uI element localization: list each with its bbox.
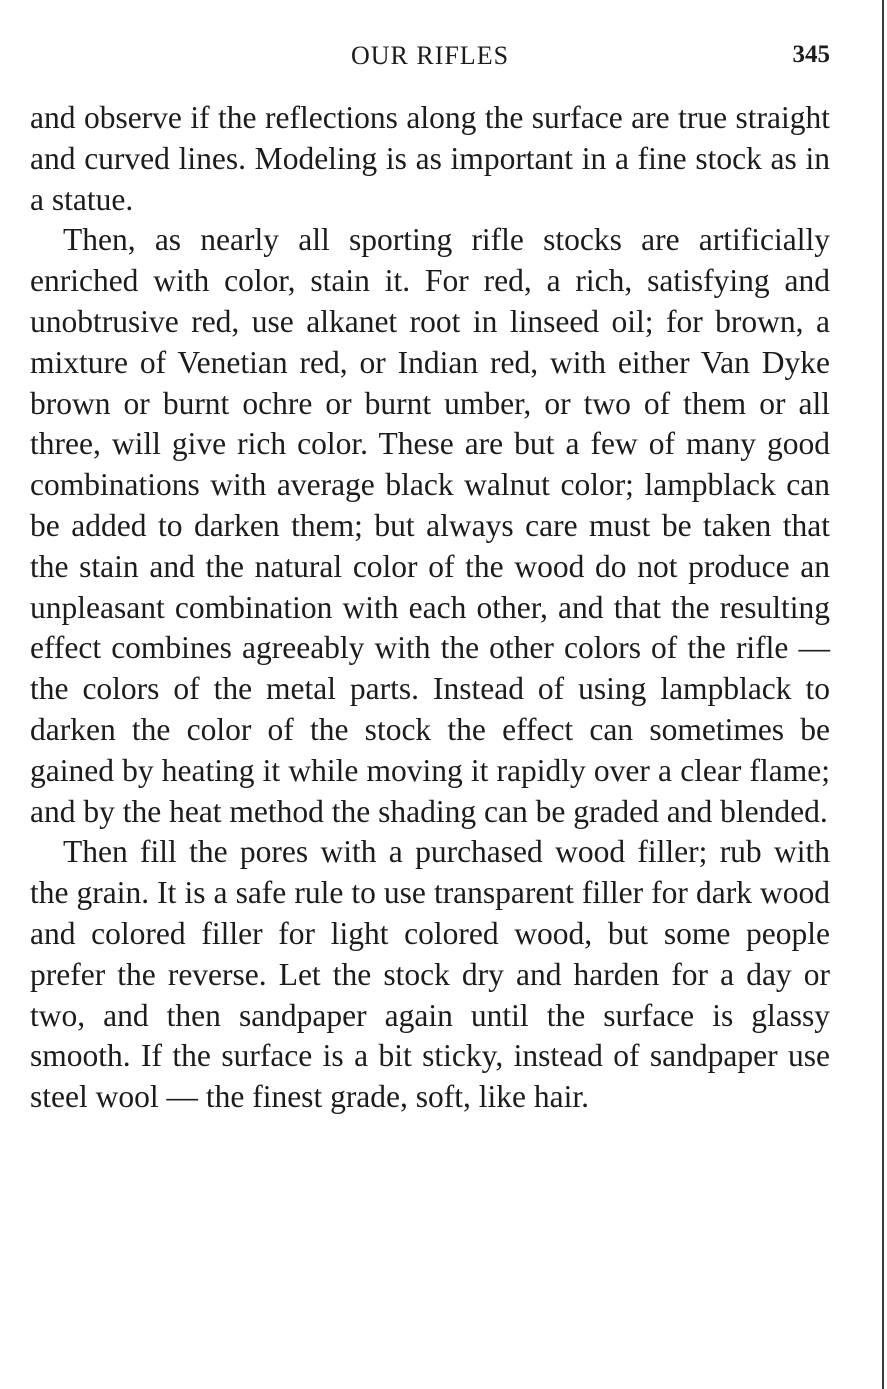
paragraph-staining: Then, as nearly all sporting rifle stocks are artificially enriched with color, stain it. For red, a rich, satisfying and unobtrusive red, use alkanet root in linseed oil; for brown, a mixture of Venetian red, or Indian red, with either Van Dyke brown or burnt ochre or burnt umber, or two of them or all three, will give rich color. These are but a few of many good combinations with average black walnut color; lampblack can be added to darken them; but always care must be taken that the stain and the natural color of the wood do not produce an unpleasant combination with each other, and that the resulting effect combines agreeably with the other colors of the rifle — the colors of the metal parts. Instead of using lampblack to darken the color of the stock the effect can sometimes be gained by heating it while moving it rapidly over a clear flame; and by the heat method the shading can be graded and blended. — [30, 222, 830, 829]
paragraph-continuation: and observe if the reflections along the surface are true straight and curved lines. Modeling is as important in a fine stock as in a statue. — [30, 100, 830, 217]
page-edge-line — [882, 0, 884, 1389]
paragraph-filling: Then fill the pores with a purchased wood filler; rub with the grain. It is a safe rule to use transparent filler for dark wood and colored filler for light colored wood, but some people prefer the reverse. Let the stock dry and harden for a day or two, and then sandpaper again until the surface is glassy smooth. If the surface is a bit sticky, instead of sandpaper use steel wool — the finest grade, soft, like hair. — [30, 834, 830, 1115]
body-text — [30, 98, 830, 1118]
page-number: 345 — [792, 41, 830, 68]
running-header — [30, 0, 830, 70]
running-title: OUR RIFLES — [350, 41, 510, 70]
